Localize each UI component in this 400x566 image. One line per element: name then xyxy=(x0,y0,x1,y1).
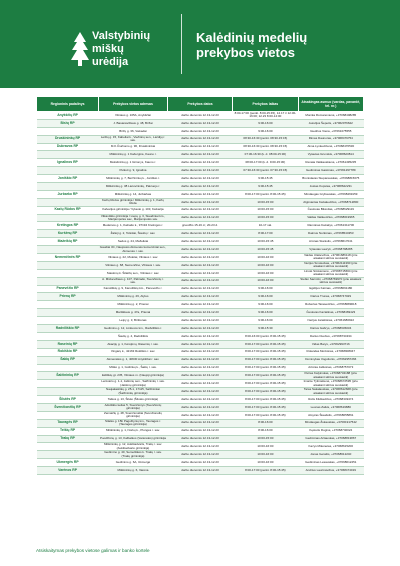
table-header-row xyxy=(37,97,364,112)
cell-contact: Rolis Kikštavičius, +37068349474 xyxy=(298,396,363,404)
cell-time: 08:30-16:30 (penkt. 08:30-15:15) xyxy=(233,135,298,143)
cell-address: Naujakasiškų g. 25-1, 17115, Šalčininkai (Šalčininkų girininkija) xyxy=(99,388,168,396)
cell-contact: Arūnas Staniulis, +37068617041 xyxy=(298,238,363,246)
table-row xyxy=(37,309,364,317)
header-contact: Atsakingas asmuo (vardas, pavardė, tel. nr.) xyxy=(298,97,363,112)
cell-contact: Česlovas Kazaitinas, +37068469423 xyxy=(298,309,363,317)
sales-locations-table xyxy=(36,96,364,475)
table-row xyxy=(37,254,364,262)
cell-time: 8:00-17:00 (penkt. 8:00-15:45) xyxy=(233,396,298,404)
cell-dates: darbo dienomis 12.13-12.23 xyxy=(167,143,232,151)
cell-dates: darbo dienomis 12.13-12.23 xyxy=(167,427,232,435)
cell-contact: Mindaugas Grybauskas, +37068469159 xyxy=(298,190,363,198)
header-time: Prekybos laikas xyxy=(233,97,298,112)
cell-region: Radviliškio RP xyxy=(37,325,99,333)
cell-contact: Dominykas Vogulionis, +37062957266 xyxy=(298,356,363,364)
cell-contact: Petras Kalyinskas, +37068734188 (prie atsakant skirtus susisiekti) xyxy=(298,372,363,380)
cell-address: Miškininkų g. 2, Prienai xyxy=(99,301,168,309)
cell-region: Varėnos RP xyxy=(37,467,99,475)
table-row xyxy=(37,435,364,443)
cell-dates: darbo dienomis 12.13-12.23 xyxy=(167,127,232,135)
cell-address: Gedimino g. 6A, Ukmergė xyxy=(99,459,168,467)
brand-logo xyxy=(70,30,170,70)
cell-contact: Giedrius Viena, +37061075555 xyxy=(298,127,363,135)
table-row xyxy=(37,222,364,230)
cell-contact: Nerijus Jarašiūnas, +37061680922 xyxy=(298,317,363,325)
cell-region xyxy=(37,309,99,317)
cell-dates: darbo dienomis 12.13-12.23 xyxy=(167,388,232,396)
cell-address: Medeinos g. 1, Kalnalio k., 97194 Kretingos r. xyxy=(99,222,168,230)
cell-region xyxy=(37,277,99,285)
cell-region: Kretingos RP xyxy=(37,222,99,230)
cell-dates: darbo dienomis 12.13-12.23 xyxy=(167,301,232,309)
table-row xyxy=(37,364,364,372)
cell-address: Puikuti g. 9, Ignalina xyxy=(99,167,168,175)
cell-dates: darbo dienomis 12.13-12.23 xyxy=(167,167,232,175)
table-row xyxy=(37,159,364,167)
cell-time: 10:00-15:00 xyxy=(233,435,298,443)
cell-address: Puodžiūnų g. 13, Kalbatkos (Varėnėlės) girininkija xyxy=(99,435,168,443)
table-row xyxy=(37,246,364,254)
cell-address: Vilniaus g. 105A, Anykščiai xyxy=(99,112,168,120)
cell-dates: darbo dienomis 12.13-12.23 xyxy=(167,380,232,388)
cell-address: Akmenėlės g. 1, 40630 Anykščiai r. sav. xyxy=(99,356,168,364)
cell-address: M.K.Čiurlionio g. 96, Druskininkai xyxy=(99,143,168,151)
cell-contact: Leonas Zaikis, +37068619880 xyxy=(298,403,363,411)
cell-contact: Andrius Laurinavičius, +37068474019 xyxy=(298,467,363,475)
cell-time: 9:00-16:00 xyxy=(233,301,298,309)
cell-contact: Gediminas Lesauskas, +37068612451 xyxy=(298,459,363,467)
cell-address: Adutiškio kelias 5, Švenčionys (Švenčionių girininkija) xyxy=(99,403,168,411)
table-row xyxy=(37,214,364,222)
cell-address: Vilniaus g. 68, Nemenčinė, Vilniaus r. sav. xyxy=(99,261,168,269)
table-row xyxy=(37,325,364,333)
cell-time: 9:00-16:00 xyxy=(233,317,298,325)
table-row xyxy=(37,403,364,411)
cell-dates: darbo dienomis 12.13-12.23 xyxy=(167,254,232,262)
cell-dates: darbo dienomis 12.13-12.23 xyxy=(167,443,232,451)
cell-region xyxy=(37,127,99,135)
cell-region: Šakių RP xyxy=(37,356,99,364)
title-line: prekybos vietos xyxy=(196,45,295,60)
tree-icon xyxy=(70,30,90,70)
cell-region xyxy=(37,411,99,419)
cell-region: Jurbarko RP xyxy=(37,190,99,198)
cell-address: Vingarų k., 42163 Rokiškio r. sav. xyxy=(99,348,168,356)
cell-dates: darbo dienomis 12.13-12.23 xyxy=(167,151,232,159)
cell-time: 08:30-16:30 (penkt. 08:30-15:15) xyxy=(233,143,298,151)
cell-region: Telšių RP xyxy=(37,427,99,435)
cell-dates: darbo dienomis 12.13-12.23 xyxy=(167,396,232,404)
cell-dates: darbo dienomis 12.13-12.23 xyxy=(167,198,232,206)
cell-dates: darbo dienomis 12.13-12.23 xyxy=(167,230,232,238)
cell-time: 10:00-16:00 xyxy=(233,443,298,451)
cell-region: Anykščių RP xyxy=(37,112,99,120)
table-row xyxy=(37,380,364,388)
cell-dates: darbo dienomis 12.13-12.23 xyxy=(167,183,232,191)
cell-address: Kazlų Rūdos girininkija / Miškininkų g. 1, Kazlų Rūda xyxy=(99,198,168,206)
cell-time: 10:00-15:00 xyxy=(233,198,298,206)
cell-address: Miškininkų g. 12, Aukštadvaris, Trakų r. sav. (Aukštadvario girininkija) xyxy=(99,443,168,451)
table-row xyxy=(37,277,364,285)
cell-time: 9:00-16:00 xyxy=(233,285,298,293)
cell-time: 9:00-16:00 xyxy=(233,127,298,135)
table-row xyxy=(37,459,364,467)
cell-contact: Darius Duobus, +37068734334 xyxy=(298,332,363,340)
cell-contact: Gediminas Gasiūnas, +37061297789 xyxy=(298,167,363,175)
cell-contact: Aurelijus Šepetis, +37062076622 xyxy=(298,119,363,127)
cell-contact: Jonas Geraitis, +37068612240 xyxy=(298,451,363,459)
cell-contact: Algimantas Kazakevičius, +37068712800 xyxy=(298,198,363,206)
table-row xyxy=(37,119,364,127)
cell-time: 10:00-15:00 xyxy=(233,214,298,222)
cell-address: Kalvarijos girininkija / Vytauto g. 103, Kalvarija xyxy=(99,206,168,214)
cell-time: 8:00-17:00 (penkt. 8:00-15:45), 12.17 ir 12.00-16:00; 12.23 8:00-14:00 xyxy=(234,111,297,119)
table-row xyxy=(37,317,364,325)
table-row xyxy=(37,348,364,356)
cell-region xyxy=(37,214,99,222)
cell-dates: darbo dienomis 12.13-12.23 xyxy=(167,269,232,277)
table-row xyxy=(37,332,364,340)
table-row xyxy=(37,238,364,246)
cell-contact: Rolandas Morkūnas, +37068908047 xyxy=(298,348,363,356)
cell-dates: darbo dienomis 12.13-12.23 xyxy=(167,435,232,443)
cell-contact: Artūras Jaškūnas, +37068757073 xyxy=(298,364,363,372)
cell-region: Mažeikių RP xyxy=(37,238,99,246)
cell-address: A. Mickevičiaus g. 107, Pabradė, Švenčionių r. sav. xyxy=(99,277,168,285)
table-row xyxy=(37,443,364,451)
cell-time: 9:00-15:30 xyxy=(233,325,298,333)
cell-contact: Vaidas Ulaševičius, +37061686118 (prie atsakant skirtus susisiekti) xyxy=(298,254,363,262)
cell-dates: darbo dienomis 12.13-12.23 xyxy=(167,403,232,411)
payment-note: Atsiskaitymas prekybos vietose galimas ir banko kortele xyxy=(36,548,150,553)
cell-dates: darbo dienomis 12.13-12.23 xyxy=(167,261,232,269)
table-row xyxy=(37,427,364,435)
cell-address: Miškininkų g. 26, Alytus xyxy=(99,293,168,301)
cell-time: 9:00-16:00 xyxy=(233,293,298,301)
cell-dates: darbo dienomis 12.13-12.23 xyxy=(167,246,232,254)
cell-contact: Bronislavas Stepanauskas, +37068815675 xyxy=(298,175,363,183)
cell-contact: Česlovas Biksvilas, +37068629119 xyxy=(298,206,363,214)
cell-time: 8:00-17:00 (penkt. 8:00-15:45) xyxy=(233,411,298,419)
cell-region xyxy=(37,167,99,175)
cell-dates: darbo dienomis 12.13-12.23 xyxy=(167,214,232,222)
cell-region: Joniškio RP xyxy=(37,175,99,183)
title-line: Kalėdinių medelių xyxy=(196,30,308,45)
cell-region xyxy=(37,364,99,372)
cell-dates: darbo dienomis 12.13-12.23 xyxy=(167,348,232,356)
cell-address: Kanoliškių g. 9, Kanoliškių km., Panevėžio r. xyxy=(99,285,168,293)
cell-region xyxy=(37,183,99,191)
cell-dates: darbo dienomis 12.13-12.23 xyxy=(167,285,232,293)
page-title xyxy=(196,30,307,60)
brand-line: urėdija xyxy=(92,56,129,68)
cell-region xyxy=(37,269,99,277)
brand-line: miškų xyxy=(92,43,124,55)
cell-contact: Darius Gabrys, +37068636034 xyxy=(298,325,363,333)
cell-dates: darbo dienomis 12.13-12.23 xyxy=(167,190,232,198)
cell-time: 8:00-16:00 xyxy=(233,419,298,427)
cell-dates: darbo dienomis 12.13-12.23 xyxy=(167,309,232,317)
cell-address: Leipy g. 3, Birštonas xyxy=(99,317,168,325)
table-row xyxy=(37,261,364,269)
cell-dates: darbo dienomis 12.13-12.23 xyxy=(167,356,232,364)
cell-region xyxy=(37,388,99,396)
cell-address: Miškininkų g. 6, Varėna xyxy=(99,467,168,475)
table-row xyxy=(37,411,364,419)
header-address: Prekybos vietos adresas xyxy=(99,97,168,112)
cell-contact: Rimas Daunoras, +37068479754 xyxy=(298,135,363,143)
cell-contact: Nerijus Smoleckas, +37062111390 (prie atsakant skirtus susisiekti) xyxy=(298,261,363,269)
cell-address: Lentvario g. 1-1, Jašiūnų sen., Šalčininkų r. sav. (Jašiūnų girininkija) xyxy=(99,380,168,388)
cell-region: Panevėžio RP xyxy=(37,285,99,293)
cell-time: 10:00-15:00 xyxy=(233,206,298,214)
cell-time: 8:00-17:00 (penkt. 8:00-15:45) xyxy=(233,380,298,388)
cell-region: Raseinių RP xyxy=(37,340,99,348)
cell-address: Vilniaus g. 22, Molėtai, Vilniaus r. sav. xyxy=(99,254,168,262)
cell-address: Miškininkų g. 14, Jurbarkas xyxy=(99,190,168,198)
table-row xyxy=(37,285,364,293)
table-row xyxy=(37,190,364,198)
cell-region xyxy=(37,443,99,451)
cell-dates: darbo dienomis 12.13-12.23 xyxy=(167,340,232,348)
table-row xyxy=(37,135,364,143)
cell-dates: darbo dienomis 12.13-12.23 xyxy=(167,317,232,325)
cell-address: Vilkaviškio girininkija / Liepų g. 3, Šiaudiniai km., Marijampolės sav., Marijampolės sav. xyxy=(99,214,168,222)
cell-address: Šaulių g. 4, Radviliškis xyxy=(99,332,168,340)
cell-time: 10:00-16:00 xyxy=(233,261,298,269)
cell-region: Ignalinos RP xyxy=(37,159,99,167)
table-row xyxy=(37,151,364,159)
cell-contact: Vytautas Grunskis, +37068620814 xyxy=(298,151,363,159)
cell-address: J. Basanavičiaus g. 48, Biržai xyxy=(99,119,168,127)
cell-dates: darbo dienomis 12.13-12.23 xyxy=(167,175,232,183)
cell-address: Gedimino g. 12, Linkuvos km., Radviliškio r. xyxy=(99,325,168,333)
table-row xyxy=(37,127,364,135)
table-row xyxy=(37,293,364,301)
cell-dates: darbo dienomis 12.13-12.23 xyxy=(167,293,232,301)
table-row xyxy=(37,175,364,183)
table-row xyxy=(37,372,364,380)
cell-address: Miškininkų g. 7, Beržininkų k., Joniškio r. xyxy=(99,175,168,183)
cell-contact: Egidijus Katinas, +37068691180 xyxy=(298,285,363,293)
brand-line: Valstybinių xyxy=(92,30,151,42)
cell-dates: darbo dienomis 12.13-12.23 xyxy=(167,451,232,459)
cell-time: 8:00-17:00 (penkt. 8:00-15:45) xyxy=(233,364,298,372)
cell-region: Švenčionėlių RP xyxy=(37,403,99,411)
table-row xyxy=(37,206,364,214)
table-row xyxy=(37,269,364,277)
cell-contact: Monika Romanovienė, +37068408285 xyxy=(298,112,363,120)
cell-address: Leičių g. 15, Kabeliai k., Viečiūnų sen., Lazdijų r. sav. xyxy=(99,135,168,143)
cell-dates: darbo dienomis 12.13-12.23 xyxy=(167,238,232,246)
cell-contact: Imante Tyšinskienė, +37068672595 (prie atsakant skirtus susisiekti) xyxy=(298,380,363,388)
cell-region xyxy=(37,246,99,254)
header-region: Regioninis padalinys xyxy=(37,97,99,112)
cell-address: Gedimino g. 40, Semeliškės k. Trakų r. sav. (Trakų girininkija) xyxy=(99,451,168,459)
cell-time: 8:00-17:00 (penkt. 8:00-15:45) xyxy=(233,356,298,364)
cell-region xyxy=(37,380,99,388)
cell-region xyxy=(37,301,99,309)
cell-time: 10:00-16:00 xyxy=(233,277,298,285)
cell-time: 10:00-15:45 xyxy=(233,246,298,254)
table-row xyxy=(37,198,364,206)
cell-address: Miško g. 1, Gotlinkų k., Šakių r. sav. xyxy=(99,364,168,372)
cell-time: 8:00-17:00 (penkt. 8:00-15:45) xyxy=(233,467,298,475)
cell-time: 8:00-17:00 (penkt. 8:00-15:45) xyxy=(233,388,298,396)
cell-contact: Taras Sakalauskas, +37068612668 (prie atsakant skirtus susisiekti) xyxy=(298,388,363,396)
cell-contact: Darius Trunas, +37068747029 xyxy=(298,293,363,301)
cell-address: Eidiškių gt. 235, Vilniaus m. (Naujoji girininkija) xyxy=(99,372,168,380)
cell-contact: Vytautas Lauryš, +37068798285 xyxy=(298,246,363,254)
cell-time: 8:00-16:00 (penkt. 8:00-15:45) xyxy=(233,332,298,340)
table-row xyxy=(37,388,364,396)
cell-time: 8:00-17:00 (penkt. 8:00-15:45) xyxy=(233,190,298,198)
cell-region: Druskininkų RP xyxy=(37,135,99,143)
cell-time: 8:00-17:00 (penkt. 8:00-15:45) xyxy=(233,348,298,356)
cell-region: Biržų RP xyxy=(37,119,99,127)
cell-contact: Gediminas Aršauskas, +37068813867 xyxy=(298,435,363,443)
cell-dates: gruodžio 15-16 d.; 20-23 d. xyxy=(167,222,232,230)
cell-region: Prienų RP xyxy=(37,293,99,301)
header-divider xyxy=(181,14,182,74)
cell-address: Miškininkų g. 38 Lietuvininkų, Pakruojo r. xyxy=(99,183,168,191)
cell-dates: darbo dienomis 12.13-12.23 xyxy=(167,159,232,167)
header-dates: Prekybos datos xyxy=(167,97,232,112)
cell-contact: Vidas Barys, +37062993716 xyxy=(298,340,363,348)
cell-contact: Justas Kupstas, +37068622231 xyxy=(298,183,363,191)
table-row xyxy=(37,356,364,364)
cell-contact: Ramūnas Kazakys, +37061311706 xyxy=(298,222,363,230)
cell-address: Sedos g. 24, Mažeikiai xyxy=(99,238,168,246)
header-banner xyxy=(0,0,400,88)
sales-locations-table-wrap xyxy=(36,96,364,475)
cell-dates: darbo dienomis 12.13-12.23 xyxy=(167,325,232,333)
cell-dates: darbo dienomis 12.13-12.23 xyxy=(167,372,232,380)
table-row xyxy=(37,467,364,475)
cell-time: 9:00-16:00 xyxy=(233,119,298,127)
cell-time: 08:00-17:00 (k. d. 9:00-15:30) xyxy=(233,159,298,167)
cell-time: 9:00-15:45 xyxy=(233,183,298,191)
cell-dates: darbo dienomis 12.13-12.23 xyxy=(167,112,232,120)
cell-contact: Stefan Sarnicki, +37068769970 (prie atsakant skirtus susisiekti) xyxy=(298,277,363,285)
cell-contact: Dainius Norkūnas, +37068544353 xyxy=(298,230,363,238)
cell-region: Ukmergės RP xyxy=(37,459,99,467)
cell-region: Šilutės RP xyxy=(37,396,99,404)
cell-dates: darbo dienomis 12.13-12.23 xyxy=(167,277,232,285)
cell-time: 8:00-17:00 xyxy=(233,230,298,238)
cell-address: Taikos g. 13, Šilutė (Šilutės girininkija) xyxy=(99,396,168,404)
cell-contact: Kazys Mikėnetas, +37068615200 xyxy=(298,443,363,451)
cell-time: 9:00-15:45 xyxy=(233,175,298,183)
cell-region: Trakų RP xyxy=(37,435,99,443)
cell-region: Nemenčinės RP xyxy=(37,254,99,262)
table-row xyxy=(37,112,364,120)
cell-time: 07:30-16:30 (penkt. 07:30-15:15) xyxy=(233,167,298,175)
cell-region: Dubravos RP xyxy=(37,143,99,151)
cell-contact: Aloyzas Šiaudėlis, +37068655861 xyxy=(298,411,363,419)
cell-contact: Linutė Šimkėnienė, +37068715664 (prie atsakant skirtus susisiekti) xyxy=(298,269,363,277)
cell-region: Kazlų Rūdos RP xyxy=(37,206,99,214)
table-row xyxy=(37,143,364,151)
cell-dates: darbo dienomis 12.13-12.23 xyxy=(167,364,232,372)
cell-region xyxy=(37,151,99,159)
cell-region xyxy=(37,451,99,459)
table-row xyxy=(37,340,364,348)
cell-address: Miškininkų g. 1, Norkų k., Plungės r. sav. xyxy=(99,427,168,435)
cell-address: Mokslininkų g. 1 Girionys, Kauno r. xyxy=(99,159,168,167)
table-row xyxy=(37,301,364,309)
table-row xyxy=(37,451,364,459)
cell-time: 10-17 val. xyxy=(233,222,298,230)
cell-region xyxy=(37,317,99,325)
cell-time: 8:00-17:00 (penkt. 8:00-15:45) xyxy=(233,340,298,348)
cell-time: 8:00-17:00 (penkt. 8:00-15:45) xyxy=(233,372,298,380)
brand-name xyxy=(92,30,150,69)
cell-contact: Alma Lynkevičienė, +37068476530 xyxy=(298,143,363,151)
cell-time: 10:00-16:00 xyxy=(233,269,298,277)
cell-time: 07:30-16:30 (k. d. 08:00-15:30) xyxy=(233,151,298,159)
cell-time: 10:00-16:00 xyxy=(233,451,298,459)
cell-contact: Mindaugas Žukauskas, +37061917542 xyxy=(298,419,363,427)
cell-dates: darbo dienomis 12.13-12.23 xyxy=(167,419,232,427)
cell-region: Šalčininkų RP xyxy=(37,372,99,380)
table-row xyxy=(37,396,364,404)
table-row xyxy=(37,167,364,175)
cell-contact: Robertas Tarasevičius, +37068689018 xyxy=(298,301,363,309)
cell-address: Stasiūnų k. Šilaičių sen., Vilniaus r. sav. xyxy=(99,269,168,277)
table-row xyxy=(37,230,364,238)
cell-address: Žalioji g. 2, Tolėšiai, Šiaulių r. sav. xyxy=(99,230,168,238)
cell-address: Mariškiaus g. 47a, Prienai xyxy=(99,309,168,317)
cell-dates: darbo dienomis 12.13-12.23 xyxy=(167,119,232,127)
cell-address: Biržų g. 36, Vaivadai xyxy=(99,127,168,135)
cell-region: Tauragės RP xyxy=(37,419,99,427)
cell-address: Miškininkų g. 1 Kačerginė, Kauno r. xyxy=(99,151,168,159)
cell-dates: darbo dienomis 12.13-12.23 xyxy=(167,459,232,467)
cell-region xyxy=(37,198,99,206)
cell-time: 10:00-16:00 xyxy=(233,459,298,467)
cell-dates: darbo dienomis 12.13-12.23 xyxy=(167,467,232,475)
cell-contact: Renata Vaškauskienė, +37061495235 xyxy=(298,159,363,167)
cell-address: Akacijų g. 1, Kėrėjūnų, Raseinių r. sav. xyxy=(99,340,168,348)
cell-region: Kuršėnų RP xyxy=(37,230,99,238)
cell-time: 8:00-17:00 (penkt. 8:00-15:45) xyxy=(233,403,298,411)
cell-time: 8:00-16:00 xyxy=(233,427,298,435)
table-row xyxy=(37,183,364,191)
cell-contact: Kęstutis Ruginė, +37068740024 xyxy=(298,427,363,435)
cell-address: Žemaičių g. 48, Švenčionėliai (Švenčionėlių girininkija) xyxy=(99,411,168,419)
cell-dates: darbo dienomis 12.13-12.23 xyxy=(167,411,232,419)
cell-dates: darbo dienomis 12.13-12.23 xyxy=(167,332,232,340)
cell-dates: darbo dienomis 12.13-12.23 xyxy=(167,206,232,214)
cell-region: Rokiškio RP xyxy=(37,348,99,356)
cell-address: Šilalės g. 15b Pagulbynių km., Tauragės r. (Tauragės girininkija) xyxy=(99,419,168,427)
cell-address: Gaudiai 3C, Naujosios Akmenės komerciniai sen., Akmenės r. sav. xyxy=(99,245,167,253)
cell-contact: Valdas Vaitkevičius, +37068619965 xyxy=(298,214,363,222)
table-row xyxy=(37,419,364,427)
cell-region xyxy=(37,261,99,269)
cell-region xyxy=(37,332,99,340)
table-body xyxy=(37,112,364,475)
cell-time: 10:00-16:00 xyxy=(233,254,298,262)
cell-time: 9:00-16:00 xyxy=(233,309,298,317)
cell-dates: darbo dienomis 12.13-12.23 xyxy=(167,135,232,143)
cell-time: 10:00-15:45 xyxy=(233,238,298,246)
